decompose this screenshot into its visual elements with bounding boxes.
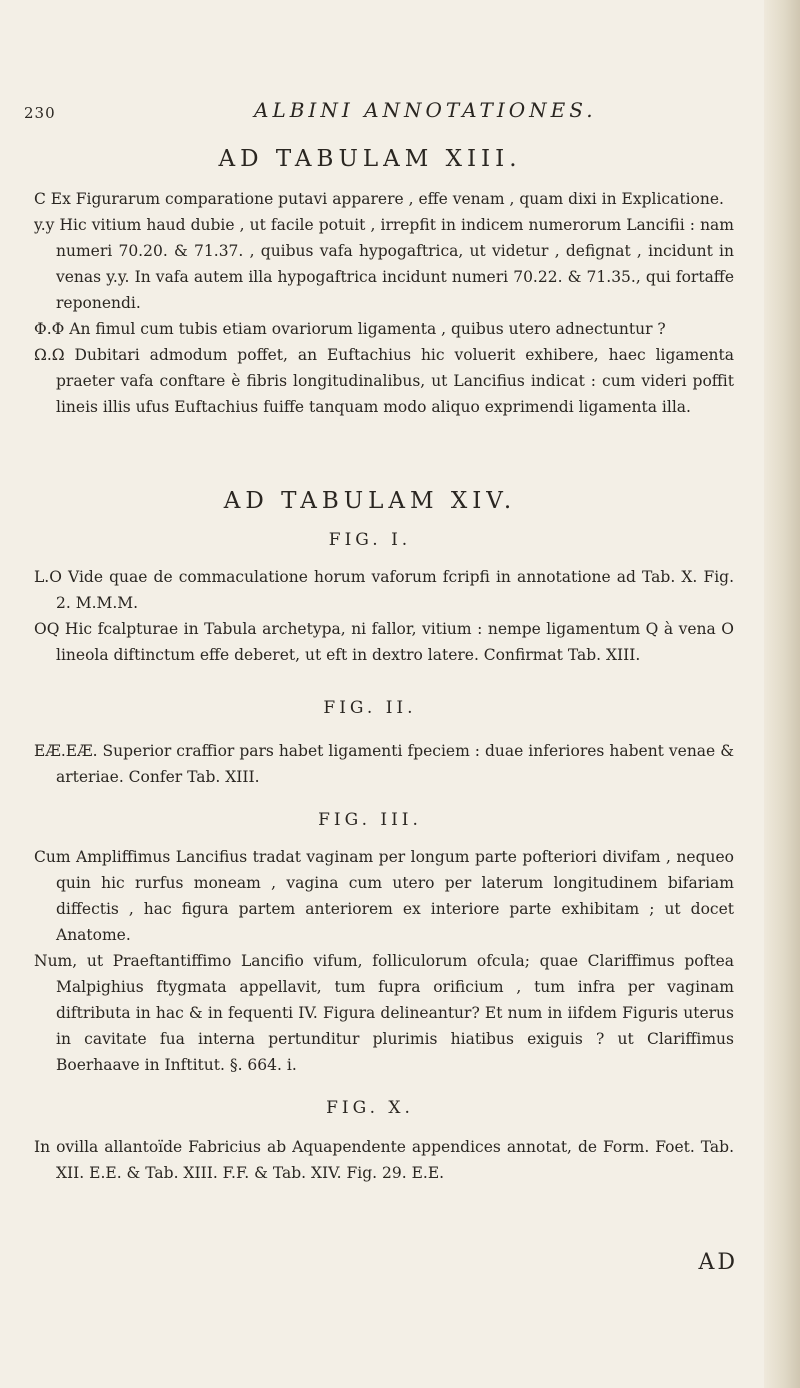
tabula-xiii-notes (34, 186, 734, 420)
fig-2-notes (34, 738, 734, 790)
page-number: 230 (24, 104, 56, 122)
note-yy: y.y Hic vitium haud dubie , ut facile potuit , irrepfit in indicem numerorum Lancifii : nam numeri 70.20. & 71.37. , quibus vafa hypogaftrica, ut videtur , defignat , incidunt in venas y.y. In vafa autem illa hypogaftrica incidunt numeri 70.22. & 71.35., qui fortaffe reponendi. (34, 216, 734, 312)
fig-1-heading: FIG. I. (328, 530, 412, 550)
note-eae: EÆ.EÆ. Superior craffior pars habet ligamenti fpeciem : duae inferiores habent venae & arteriae. Confer Tab. XIII. (34, 742, 734, 786)
fig-3-heading: FIG. III. (318, 810, 422, 830)
running-head (24, 98, 714, 128)
note-ampliffimus: Cum Ampliffimus Lancifius tradat vaginam per longum parte pofteriori divifam , nequeo quin hic rurfus moneam , vagina cum utero per laterum longitudinem bifariam diffectis , hac figura partem anteriorem ex interiore parte exhibitam ; ut docet Anatome. (34, 848, 734, 944)
catchword: AD (698, 1250, 738, 1275)
fig-3-notes (34, 844, 734, 1078)
fig-10-heading: FIG. X. (326, 1098, 414, 1118)
fig-1-notes (34, 564, 734, 668)
note-oq: OQ Hic fcalpturae in Tabula archetypa, ni fallor, vitium : nempe ligamentum Q à vena O lineola diftinctum effe deberet, ut eft in dextro latere. Confirmat Tab. XIII. (34, 620, 734, 664)
note-ovilla: In ovilla allantoïde Fabricius ab Aquapendente appendices annotat, de Form. Foet. Tab. XII. E.E. & Tab. XIII. F.F. & Tab. XIV. Fig. 29. E.E. (34, 1138, 734, 1182)
heading-tabula-xiv: AD TABULAM XIV. (223, 488, 517, 514)
note-num: Num, ut Praeftantiffimo Lancifio vifum, folliculorum ofcula; quae Clariffimus poftea Malpighius ftygmata appellavit, tum fupra orificium , tum infra per vaginam diftributa in hac & in fequenti IV. Figura delineantur? Et num in iifdem Figuris uterus in cavitate fua interna pertunditur plurimis hiatibus exiguis ? ut Clariffimus Boerhaave in Inftitut. §. 664. i. (34, 952, 734, 1074)
fig-10-notes (34, 1134, 734, 1186)
fig-2-heading: FIG. II. (323, 698, 417, 718)
heading-tabula-xiii: AD TABULAM XIII. (218, 146, 522, 172)
page-edge (764, 0, 800, 1388)
note-c: C Ex Figurarum comparatione putavi apparere , effe venam , quam dixi in Explicatione. (34, 190, 724, 208)
note-omega: Ω.Ω Dubitari admodum poffet, an Euftachius hic voluerit exhibere, haec ligamenta praeter vafa conftare è fibris longitudinalibus, ut Lancifius indicat : cum videri poffit lineis illis ufus Euftachius fuiffe tanquam modo aliquo exprimendi ligamenta illa. (34, 346, 734, 416)
note-phi: Φ.Φ An fimul cum tubis etiam ovariorum ligamenta , quibus utero adnectuntur ? (34, 320, 666, 338)
note-lo: L.O Vide quae de commaculatione horum vaforum fcripfi in annotatione ad Tab. X. Fig. 2. M.M.M. (34, 568, 734, 612)
running-title: ALBINI ANNOTATIONES. (254, 98, 597, 122)
